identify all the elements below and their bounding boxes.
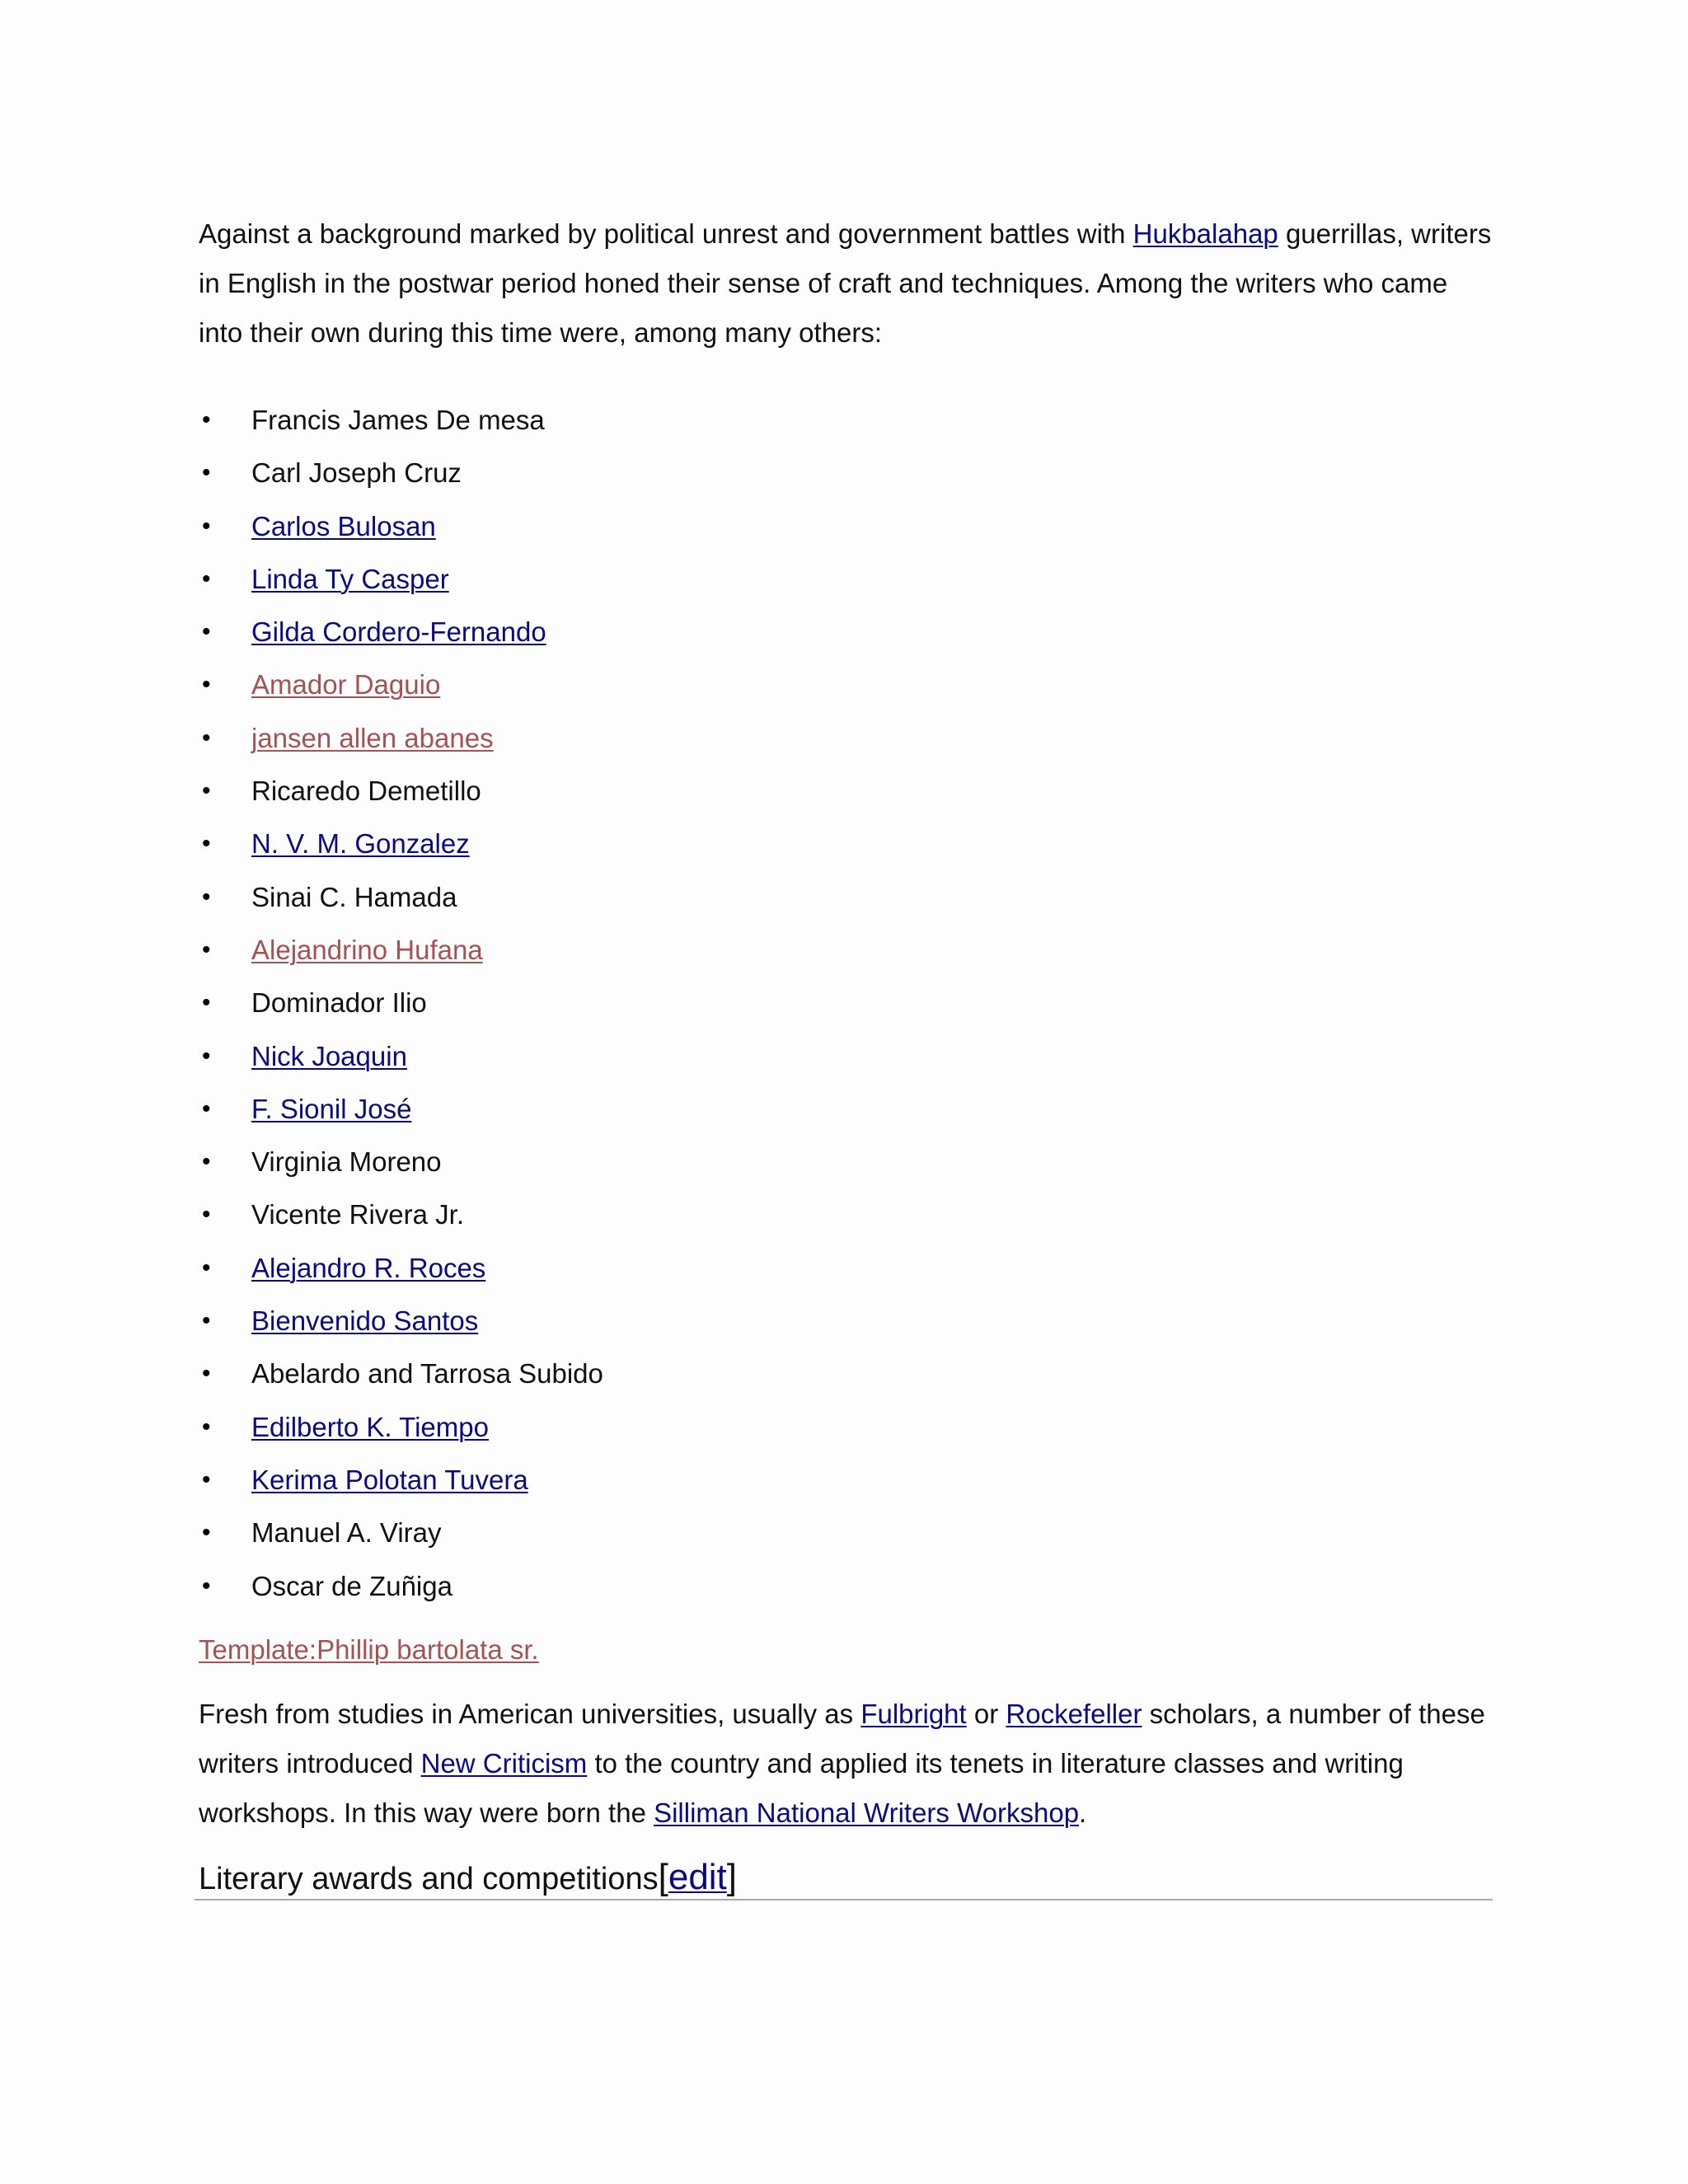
list-item [199,924,603,977]
bullet-icon: • [202,777,211,805]
outro-text-1: Fresh from studies in American universities, usually as [199,1699,861,1729]
writer-link[interactable]: Edilberto K. Tiempo [251,1411,489,1442]
list-item [199,1295,603,1347]
list-item [199,977,603,1029]
bullet-icon: • [202,1413,211,1441]
list-item [199,1560,603,1613]
bullet-icon: • [202,671,211,699]
list-item [199,658,603,711]
edit-section-wrapper [659,1857,737,1897]
bullet-icon: • [202,935,211,963]
list-item [199,606,603,658]
section-heading [199,1851,1493,1905]
writer-name: Ricaredo Demetillo [251,776,481,807]
list-item [199,1030,603,1083]
outro-paragraph [199,1690,1493,1838]
list-item [199,500,603,553]
outro-text-3: scholars, a number of these writers introduced [199,1699,1485,1779]
outro-text-2: or [966,1699,1006,1729]
writer-link[interactable]: Carlos Bulosan [251,510,436,541]
list-item [199,447,603,499]
writer-name: Carl Joseph Cruz [251,457,462,489]
bullet-icon: • [202,1465,211,1493]
list-item [199,1507,603,1559]
bullet-icon: • [202,1519,211,1547]
writer-name: Oscar de Zuñiga [251,1570,452,1601]
writer-link[interactable]: Linda Ty Casper [251,563,449,594]
bullet-icon: • [202,1201,211,1229]
rockefeller-link[interactable]: Rockefeller [1006,1699,1142,1729]
bullet-icon: • [202,1042,211,1070]
writer-link[interactable]: Alejandrino Hufana [251,934,483,965]
writer-link[interactable]: Nick Joaquin [251,1040,407,1071]
list-item [199,818,603,870]
bullet-icon: • [202,724,211,752]
writer-link[interactable]: Kerima Polotan Tuvera [251,1464,528,1495]
list-item [199,712,603,765]
edit-close-bracket: ] [726,1857,738,1897]
writer-list [199,394,603,1613]
writer-link[interactable]: N. V. M. Gonzalez [251,828,470,860]
bullet-icon: • [202,1254,211,1282]
bullet-icon: • [202,618,211,646]
writer-link[interactable]: Gilda Cordero-Fernando [251,616,546,648]
writer-name: Virginia Moreno [251,1146,442,1178]
list-item [199,765,603,818]
outro-text-5: . [1079,1797,1087,1828]
bullet-icon: • [202,406,211,434]
bullet-icon: • [202,565,211,593]
list-item [199,1136,603,1188]
list-item [199,1454,603,1507]
writer-name: Sinai C. Hamada [251,881,457,912]
list-item [199,394,603,447]
edit-section-link[interactable]: edit [668,1857,727,1897]
fulbright-link[interactable]: Fulbright [860,1699,967,1729]
silliman-workshop-link[interactable]: Silliman National Writers Workshop [654,1797,1080,1828]
hukbalahap-link[interactable]: Hukbalahap [1132,218,1278,249]
list-item [199,1347,603,1400]
bullet-icon: • [202,1148,211,1176]
writer-link[interactable]: Alejandro R. Roces [251,1252,486,1283]
bullet-icon: • [202,459,211,487]
bullet-icon: • [202,830,211,858]
list-item [199,1401,603,1454]
section-heading-title: Literary awards and competitions [199,1862,659,1896]
bullet-icon: • [202,1360,211,1388]
bullet-icon: • [202,883,211,911]
writer-name: Abelardo and Tarrosa Subido [251,1358,603,1390]
writer-link[interactable]: Amador Daguio [251,669,441,701]
intro-text-1: Against a background marked by political unrest and government battles with [199,218,1133,249]
writer-link[interactable]: jansen allen abanes [251,722,494,753]
intro-paragraph [199,209,1493,358]
writer-link[interactable]: Bienvenido Santos [251,1305,479,1337]
bullet-icon: • [202,989,211,1017]
writer-name: Vicente Rivera Jr. [251,1199,465,1230]
bullet-icon: • [202,1572,211,1600]
list-item [199,871,603,924]
list-item [199,1188,603,1241]
bullet-icon: • [202,512,211,540]
heading-divider [195,1899,1493,1900]
list-item [199,553,603,606]
intro-text-2: guerrillas, writers in English in the postwar period honed their sense of craft and techniques. Among the writers who came into their own during this time were, among many others: [199,218,1492,348]
bullet-icon: • [202,1307,211,1335]
list-item [199,1083,603,1136]
outro-text-4: to the country and applied its tenets in literature classes and writing workshops. In this way were born the [199,1748,1404,1828]
writer-name: Francis James De mesa [251,405,545,435]
writer-link[interactable]: F. Sionil José [251,1093,412,1124]
writer-name: Dominador Ilio [251,987,427,1019]
bullet-icon: • [202,1094,211,1122]
writer-name: Manuel A. Viray [251,1517,442,1549]
new-criticism-link[interactable]: New Criticism [420,1748,588,1779]
list-item [199,1242,603,1295]
edit-open-bracket: [ [658,1857,668,1897]
template-link[interactable]: Template:Phillip bartolata sr. [199,1634,539,1665]
